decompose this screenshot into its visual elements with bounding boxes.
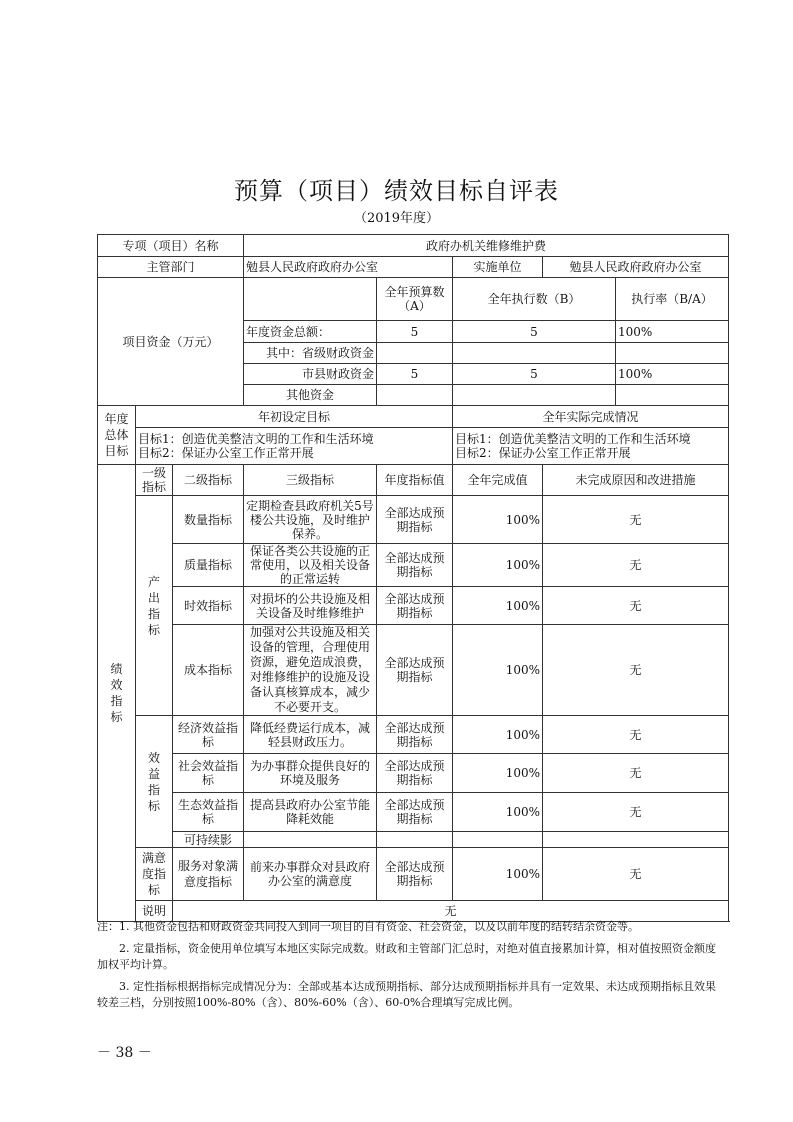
notes [97,919,717,1011]
actual-cell: 100% [453,848,543,901]
level2-cell: 服务对象满意度指标 [173,848,244,901]
remarks-value: 无 [173,901,729,922]
evaluation-table [97,234,729,922]
target-cell: 全部达成预期指标 [377,625,453,716]
reason-cell: 无 [543,754,729,793]
funds-header-executed: 全年执行数（B） [453,278,616,321]
level2-cell: 时效指标 [173,587,244,625]
dept-value: 勉县人民政府政府办公室 [244,257,453,278]
goals-actual-header: 全年实际完成情况 [453,406,729,428]
goals-label: 年度总体目标 [98,406,136,465]
goal-item: 目标2：保证办公室工作正常开展 [138,446,314,460]
indicator-row [98,716,729,754]
page-number: － 38 － [97,1045,152,1061]
indicator-row [98,754,729,793]
reason-cell: 无 [543,793,729,832]
actual-cell: 100% [453,496,543,544]
level2-cell: 可持续影 [173,832,244,848]
target-cell: 全部达成预期指标 [377,793,453,832]
level1-benefit: 效益指标 [136,716,173,848]
indicator-row [98,587,729,625]
actual-cell: 100% [453,625,543,716]
header-level2: 二级指标 [173,465,244,496]
funds-row-executed [453,343,616,364]
funds-row-rate [616,385,729,406]
funds-row-rate [616,343,729,364]
indicator-row [98,496,729,544]
level3-cell: 提高县政府办公室节能降耗效能 [244,793,377,832]
header-actual: 全年完成值 [453,465,543,496]
funds-row-label: 市县财政资金 [244,364,377,385]
page-title: 预算（项目）绩效目标自评表 [234,177,559,205]
note-3: 3. 定性指标根据指标完成情况分为：全部或基本达成预期指标、部分达成预期指标并具有一定效果、未达成预期指标且效果较差三档，分别按照100%-80%（含）、80%-60%（含）、60-0%合理填写完成比例。 [97,980,716,1009]
reason-cell: 无 [543,587,729,625]
funds-header-rate: 执行率（B/A） [616,278,729,321]
actual-cell [453,832,543,848]
indicator-row [98,793,729,832]
level3-cell: 降低经费运行成本，减轻县财政压力。 [244,716,377,754]
indicator-row [98,625,729,716]
indicator-row [98,848,729,901]
goals-planned-header: 年初设定目标 [136,406,453,428]
level3-cell: 对损坏的公共设施及相关设备及时维修维护 [244,587,377,625]
goals-planned [136,428,453,465]
remarks-label: 说明 [136,901,173,922]
reason-cell: 无 [543,544,729,587]
goal-item: 目标2：保证办公室工作正常开展 [455,446,631,460]
actual-cell: 100% [453,544,543,587]
unit-label: 实施单位 [453,257,543,278]
funds-header-blank [244,278,377,321]
note-2: 2. 定量指标，资金使用单位填写本地区实际完成数。财政和主管部门汇总时，对绝对值直接累加计算，相对值按照资金额度加权平均计算。 [97,942,716,971]
project-name-label: 专项（项目）名称 [98,235,244,257]
funds-row-budget [377,385,453,406]
target-cell: 全部达成预期指标 [377,587,453,625]
level3-cell: 保证各类公共设施的正常使用，以及相关设备的正常运转 [244,544,377,587]
funds-row-budget [377,343,453,364]
project-name-value: 政府办机关维修维护费 [244,235,729,257]
header-reason: 未完成原因和改进措施 [543,465,729,496]
actual-cell: 100% [453,716,543,754]
target-cell: 全部达成预期指标 [377,496,453,544]
funds-header-budget: 全年预算数（A） [377,278,453,321]
reason-cell [543,832,729,848]
reason-cell: 无 [543,716,729,754]
level2-cell: 质量指标 [173,544,244,587]
actual-cell: 100% [453,754,543,793]
funds-row-executed: 5 [453,364,616,385]
reason-cell: 无 [543,625,729,716]
level1-output: 产出指标 [136,496,173,716]
dept-label: 主管部门 [98,257,244,278]
target-cell: 全部达成预期指标 [377,848,453,901]
level2-cell: 经济效益指标 [173,716,244,754]
funds-row-executed [453,385,616,406]
goal-item: 目标1：创造优美整洁文明的工作和生活环境 [455,432,691,446]
level3-cell: 加强对公共设施及相关设备的管理，合理使用资源，避免造成浪费，对维修维护的设施及设备认真核算成本，减少不必要开支。 [244,625,377,716]
level3-cell: 定期检查县政府机关5号楼公共设施，及时维护保养。 [244,496,377,544]
funds-row-label: 其他资金 [244,385,377,406]
header-level3: 三级指标 [244,465,377,496]
level3-cell: 前来办事群众对县政府办公室的满意度 [244,848,377,901]
funds-row-executed: 5 [453,321,616,343]
funds-row-budget: 5 [377,321,453,343]
target-cell [377,832,453,848]
actual-cell: 100% [453,793,543,832]
indicator-row [98,544,729,587]
target-cell: 全部达成预期指标 [377,754,453,793]
goal-item: 目标1：创造优美整洁文明的工作和生活环境 [138,432,374,446]
level2-cell: 数量指标 [173,496,244,544]
header-target: 年度指标值 [377,465,453,496]
actual-cell: 100% [453,587,543,625]
funds-row-label: 年度资金总额： [244,321,377,343]
reason-cell: 无 [543,496,729,544]
goals-actual [453,428,729,465]
target-cell: 全部达成预期指标 [377,544,453,587]
level2-cell: 社会效益指标 [173,754,244,793]
level3-cell [244,832,377,848]
funds-row-rate: 100% [616,364,729,385]
funds-row-rate: 100% [616,321,729,343]
level1-satisfaction: 满意度指标 [136,848,173,901]
page-subtitle: （2019年度） [353,211,440,226]
unit-value: 勉县人民政府政府办公室 [543,257,729,278]
level2-cell: 生态效益指标 [173,793,244,832]
level2-cell: 成本指标 [173,625,244,716]
indicator-row [98,832,729,848]
note-1: 注：1. 其他资金包括和财政资金共同投入到同一项目的自有资金、社会资金，以及以前年度的结转结余资金等。 [97,920,639,933]
target-cell: 全部达成预期指标 [377,716,453,754]
funds-row-budget: 5 [377,364,453,385]
funds-label: 项目资金（万元） [98,278,244,406]
header-level1: 一级指标 [136,465,173,496]
funds-row-label: 其中：省级财政资金 [244,343,377,364]
reason-cell: 无 [543,848,729,901]
level3-cell: 为办事群众提供良好的环境及服务 [244,754,377,793]
indicators-label: 绩效指标 [98,465,136,922]
